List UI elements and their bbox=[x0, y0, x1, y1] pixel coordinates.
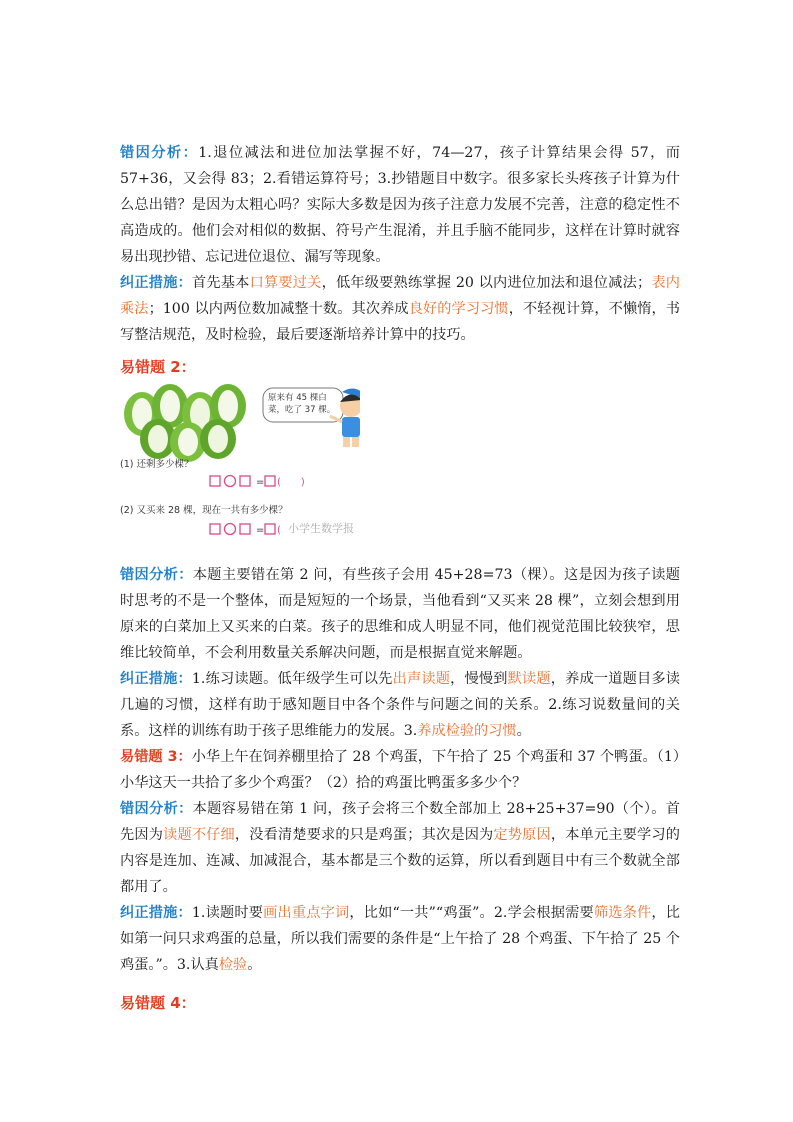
correction-label: 纠正措施： bbox=[120, 671, 192, 687]
correction-1: 纠正措施：首先基本口算要过关，低年级要熟练掌握 20 以内进位加法和退位减法；表内乘法；100 以内两位数加减整十数。其次养成良好的学习习惯，不轻视计算，不懒惰，书写整洁规范，及时检验，最后要逐渐培养计算中的技巧。 bbox=[120, 275, 680, 343]
highlight-text: 筛选条件 bbox=[593, 905, 652, 921]
svg-text:=: = bbox=[256, 477, 265, 488]
error-analysis-label: 错因分析： bbox=[120, 567, 193, 583]
highlight-text: 表内乘法 bbox=[120, 275, 680, 317]
error-analysis-1 bbox=[120, 140, 680, 270]
svg-text:(: ( bbox=[277, 525, 281, 536]
error-analysis-2: 错因分析：本题主要错在第 2 问，有些孩子会用 45+28=73（棵）。这是因为孩子读题时思考的不是一个整体，而是短短的一个场景，当他看到“又买来 28 棵”，立刻会想到用原来的白菜加上又买来的白菜。孩子的思维和成人明显不同，他们视觉范围比较狭窄，思维比较简单，不会利用数量关系解决问题，而是根据直觉来解题。 bbox=[120, 567, 680, 661]
equation-boxes-1 bbox=[210, 476, 275, 487]
document-page bbox=[120, 140, 680, 1018]
equation-boxes-2 bbox=[210, 524, 275, 535]
sub-question-1: (1) 还剩多少棵？ bbox=[120, 459, 194, 470]
highlight-text: 良好的学习习惯 bbox=[408, 301, 509, 317]
correction-2: 纠正措施：1.练习读题。低年级学生可以先出声读题，慢慢到默读题，养成一道题目多读几遍的习惯，这样有助于感知题目中各个条件与问题之间的关系。2.练习说数量间的关系。这样的训练有助于孩子思维能力的发展。3.养成检验的习惯。 bbox=[120, 671, 680, 739]
highlight-text: 画出重点字词 bbox=[263, 905, 350, 921]
highlight-text: 读题不仔细 bbox=[163, 827, 235, 843]
question-3-label: 易错题 3： bbox=[120, 749, 192, 765]
svg-text:=: = bbox=[256, 525, 265, 536]
highlight-text: 口算要过关 bbox=[249, 275, 322, 291]
correction-3: 纠正措施：1.读题时要画出重点字词，比如“一共”“鸡蛋”。2.学会根据需要筛选条件，比如第一问只求鸡蛋的总量，所以我们需要的条件是“上午拾了 28 个鸡蛋、下午拾了 25 个鸡蛋。”。3.认真检验。 bbox=[120, 905, 680, 973]
question-2-figure bbox=[120, 384, 360, 554]
error-analysis-label: 错因分析： bbox=[120, 145, 199, 161]
correction-label: 纠正措施： bbox=[120, 275, 192, 291]
highlight-text: 默读题 bbox=[507, 671, 551, 687]
highlight-text: 养成检验的习惯 bbox=[417, 723, 517, 739]
watermark-text: 小学生数学报 bbox=[288, 522, 354, 535]
error-analysis-text: 1.退位减法和进位加法掌握不好，74—27，孩子计算结果会得 57，而 57+36，又会得 83；2.看错运算符号；3.抄错题目中数字。很多家长头疼孩子计算为什么总出错？是因为太粗心吗？实际大多数是因为孩子注意力发展不完善，注意的稳定性不高造成的。他们会对相似的数据、符号产生混淆，并且手脑不能同步，这样在计算时就容易出现抄错、忘记进位退位、漏写等现象。 bbox=[120, 145, 680, 265]
question-2-heading: 易错题 2： bbox=[120, 358, 196, 376]
question-4-heading: 易错题 4： bbox=[120, 994, 196, 1012]
cabbage-icon bbox=[124, 384, 246, 462]
highlight-text: 定势原因 bbox=[493, 827, 551, 843]
question-3: 易错题 3：小华上午在饲养棚里拾了 28 个鸡蛋，下午拾了 25 个鸡蛋和 37 个鸭蛋。（1）小华这天一共拾了多少个鸡蛋？（2）拾的鸡蛋比鸭蛋多多少个？ bbox=[120, 749, 681, 791]
correction-label: 纠正措施： bbox=[120, 905, 192, 921]
sub-question-2: (2) 又买来 28 棵，现在一共有多少棵？ bbox=[120, 505, 288, 516]
error-analysis-3: 错因分析：本题容易错在第 1 问，孩子会将三个数全部加上 28+25+37=90（个）。首先因为读题不仔细，没看清楚要求的只是鸡蛋；其次是因为定势原因，本单元主要学习的内容是连加、连减、加减混合，基本都是三个数的运算，所以看到题目中有三个数就全部都用了。 bbox=[120, 801, 680, 895]
error-analysis-label: 错因分析： bbox=[120, 801, 193, 817]
speech-bubble-text: 原来有 45 棵白菜，吃了 37 棵。 bbox=[268, 393, 336, 415]
svg-text:( ): ( ) bbox=[277, 477, 305, 488]
highlight-text: 检验 bbox=[218, 957, 248, 973]
highlight-text: 出声读题 bbox=[392, 671, 451, 687]
